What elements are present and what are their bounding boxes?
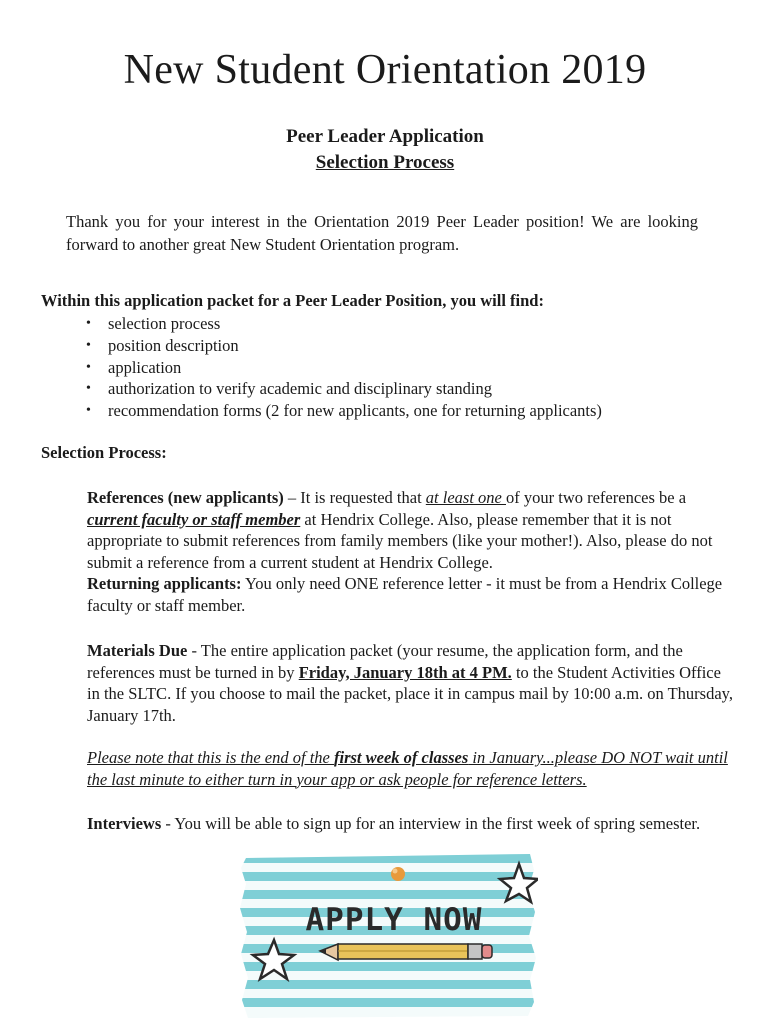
list-item: • selection process <box>108 313 602 335</box>
materials-paragraph <box>87 640 737 726</box>
references-emphasis-2: current faculty or staff member <box>87 509 301 529</box>
materials-label: Materials Due <box>87 641 188 660</box>
list-item: • application <box>108 357 602 379</box>
intro-paragraph: Thank you for your interest in the Orientation 2019 Peer Leader position! We are looking forward to another great New Student Orientation program. <box>66 212 698 254</box>
list-item: • recommendation forms (2 for new applicants, one for returning applicants) <box>108 400 602 422</box>
references-label: References (new applicants) <box>87 488 284 507</box>
returning-applicants-label: Returning applicants: <box>87 574 242 594</box>
interviews-label: Interviews <box>87 814 162 833</box>
references-text-2: of your two references be a <box>506 488 687 507</box>
pushpin-icon <box>391 867 405 881</box>
materials-text-1: - The entire application packet (your resume, the application form, and the references must be turned in by <box>87 641 683 682</box>
pencil-icon <box>320 944 492 960</box>
list-item: • authorization to verify academic and disciplinary standing <box>108 378 602 400</box>
apply-now-label: APPLY NOW <box>305 902 483 938</box>
interviews-text: - You will be able to sign up for an interview in the first week of spring semester. <box>161 814 701 833</box>
packet-list <box>108 313 602 422</box>
materials-deadline: Friday, January 18th at 4 PM. <box>298 662 512 682</box>
note-paragraph <box>87 747 737 790</box>
note-text-2: in January...please DO NOT wait until the last minute to either turn in your app or ask people for reference letters. <box>87 748 728 789</box>
references-emphasis-1: at least one <box>425 488 506 507</box>
note-emphasis: first week of classes <box>334 748 469 767</box>
packet-heading: Within this application packet for a Peer Leader Position, you will find: <box>41 291 544 310</box>
subtitle-line-1: Peer Leader Application <box>286 126 484 147</box>
references-text-3: at Hendrix College. Also, please remember that it is not appropriate to submit references from family members (like your mother!). Also, please do not submit a reference from a current student at Hendrix College. <box>87 509 713 572</box>
subtitle <box>0 124 770 176</box>
references-paragraph <box>87 487 737 617</box>
note-text-1: Please note that this is the end of the <box>87 748 335 767</box>
page-title: New Student Orientation 2019 <box>123 47 647 93</box>
selection-process-heading: Selection Process: <box>41 443 167 462</box>
apply-now-banner <box>238 850 538 1020</box>
list-item: • position description <box>108 335 602 357</box>
returning-applicants-text: You only need ONE reference letter - it must be from a Hendrix College faculty or staff member. <box>87 574 723 615</box>
subtitle-line-2: Selection Process <box>315 152 455 173</box>
interviews-paragraph <box>87 813 737 835</box>
references-text-1: – It is requested that <box>283 488 426 507</box>
materials-text-2: to the Student Activities Office in the SLTC. If you choose to mail the packet, place it in campus mail by 10:00 a.m. on Thursday, January 17th. <box>87 662 733 725</box>
